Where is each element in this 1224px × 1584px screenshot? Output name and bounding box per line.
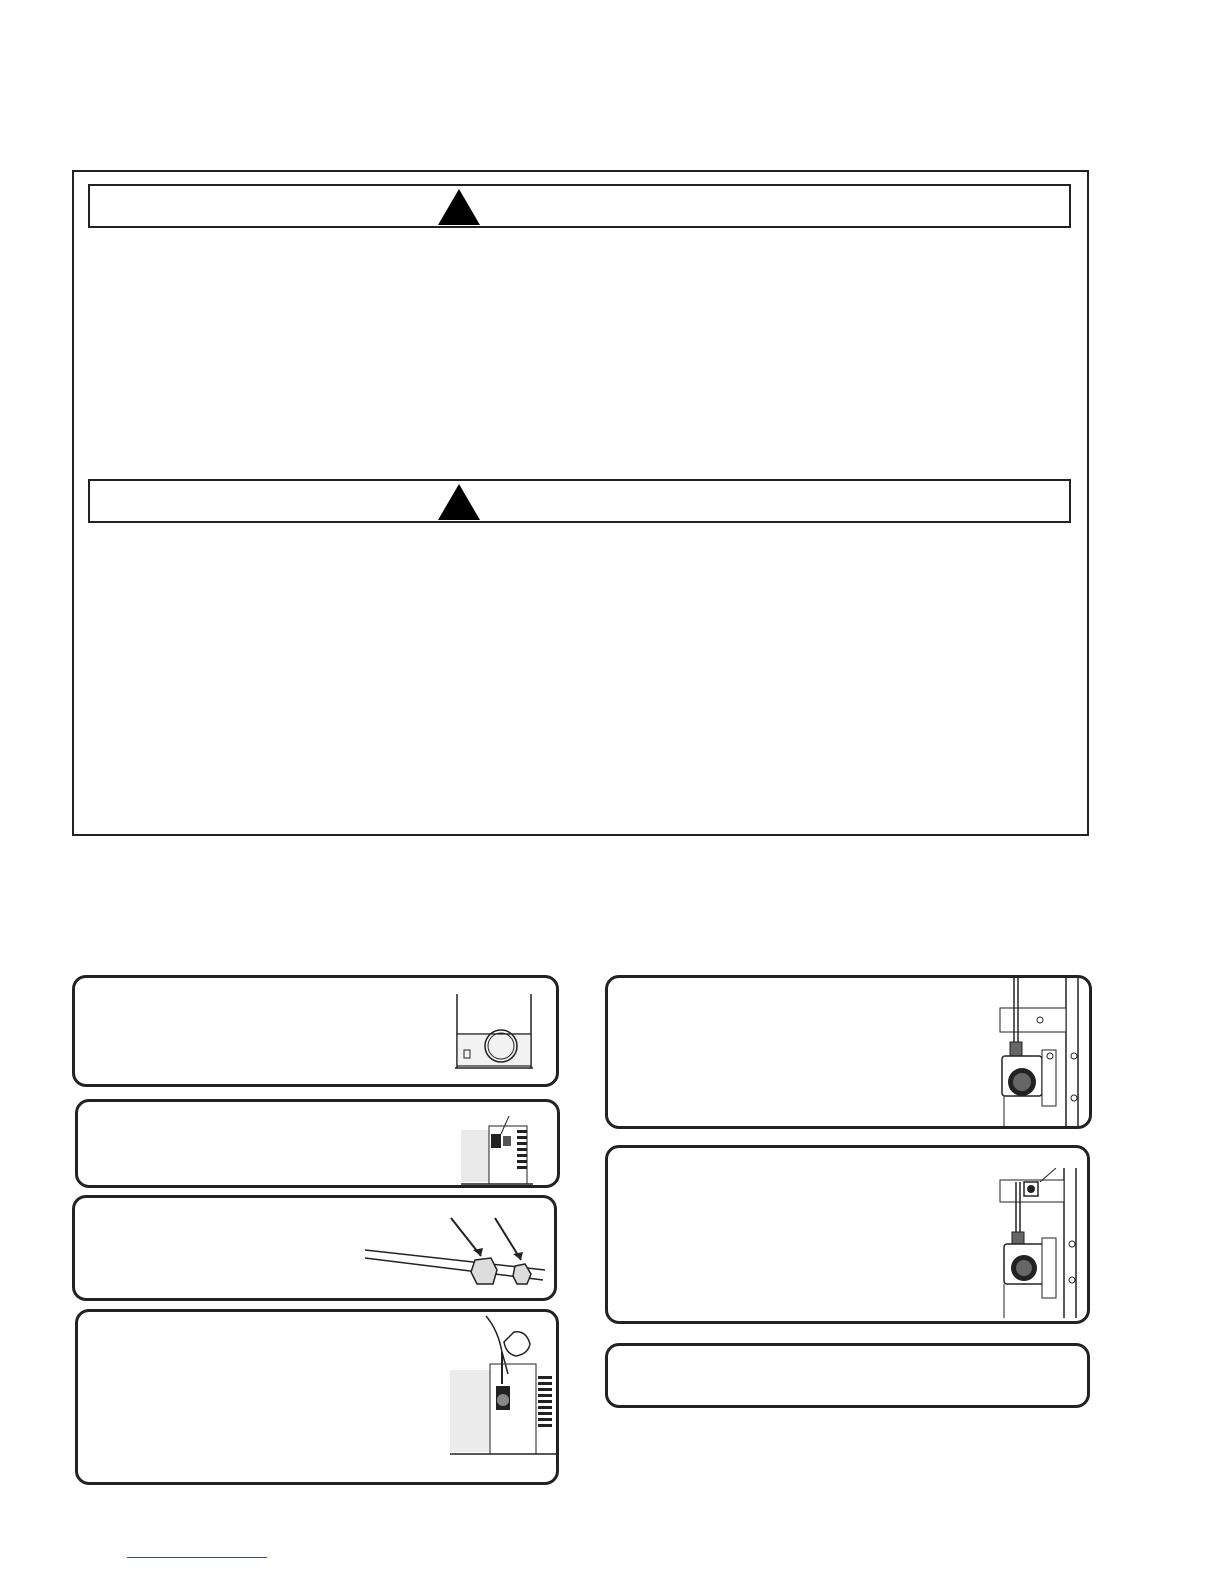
step-card-3 xyxy=(72,1195,557,1301)
tubing-nut-and-ferrule-illustration xyxy=(365,1212,555,1294)
step-card-6 xyxy=(605,1145,1090,1324)
step-card-5 xyxy=(605,975,1092,1129)
tubing-clamp-illustration xyxy=(996,1168,1088,1318)
step-card-1 xyxy=(72,975,559,1087)
step-card-2 xyxy=(75,1099,560,1188)
step-card-4 xyxy=(75,1309,559,1485)
warning-banner-1 xyxy=(88,184,1071,228)
step-card-7 xyxy=(605,1343,1090,1408)
footer-link[interactable] xyxy=(127,1557,267,1558)
warning-banner-2 xyxy=(88,479,1071,523)
warning-triangle-icon xyxy=(436,187,482,227)
warning-triangle-icon xyxy=(436,482,482,522)
hand-connecting-tubing-illustration xyxy=(450,1312,556,1462)
water-valve-location-illustration xyxy=(461,1116,547,1188)
tubing-at-valve-illustration xyxy=(996,978,1088,1128)
water-line-coil-illustration xyxy=(451,990,541,1074)
